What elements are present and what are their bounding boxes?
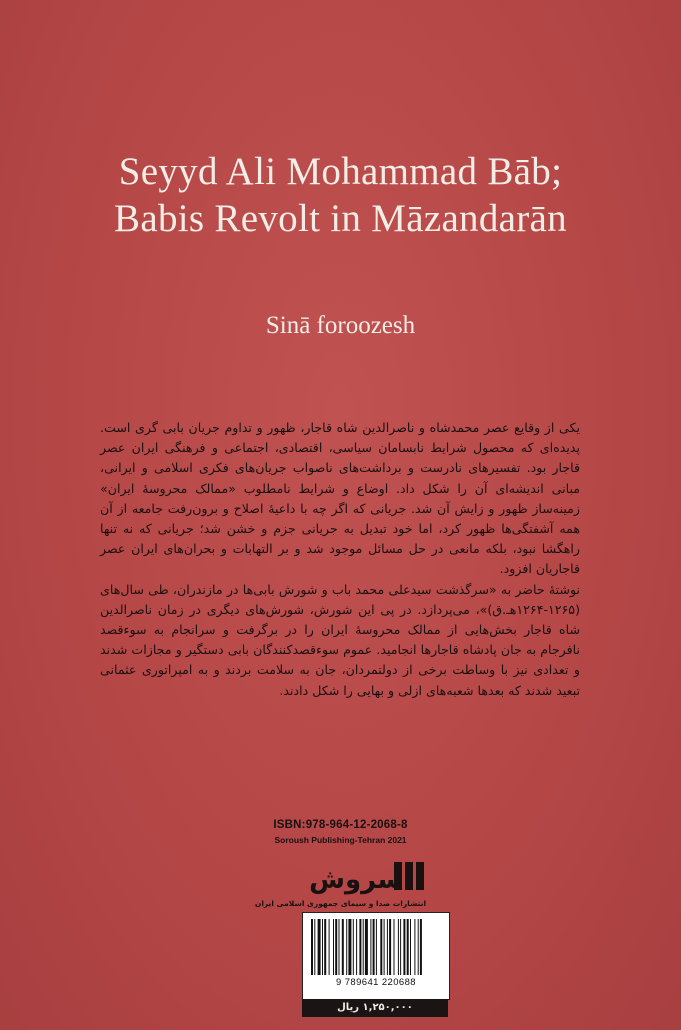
book-title-line-2: Babis Revolt in Māzandarān (114, 197, 567, 240)
back-cover-blurb (100, 418, 580, 701)
publisher-subtitle: انتشارات صدا و سیمای جمهوری اسلامی ایران (254, 899, 427, 908)
book-title (0, 148, 681, 242)
author-name: Sinā foroozesh (265, 312, 416, 339)
barcode (302, 912, 450, 1000)
barcode-bars (307, 919, 445, 977)
price-label: ۱,۲۵۰,۰۰۰ ریال (302, 999, 448, 1017)
blurb-paragraph-1: یکی از وقایع عصر محمدشاه و ناصرالدین شاه قاجار، ظهور و تداوم جریان بابی گری است. پدیده‌ای که محصول شرایط نابسامان سیاسی، اقتصادی، اجتماعی و فرهنگی ایران عصر قاجار بود. تفسیرهای نادرست و برداشت‌های ناصواب جریان‌های فکری اسلامی و ایرانی، مبانی اندیشه‌ای آن را شکل داد. اوضاع و شرایط نامطلوب «ممالک محروسهٔ ایران» زمینه‌ساز ظهور و زایش آن شد. جریانی که اگر چه با داعیهٔ اصلاح و برون‌رفت جامعه از آن همه آشفتگی‌ها ظهور کرد، اما خود تبدیل به جریانی جزم و خشن شد؛ جریانی که نه تنها راهگشا نبود، بلکه مانعی در حل مسائل موجود شد و بر التهابات و بحران‌های ایران عصر قاجاریان افزود. (100, 420, 580, 577)
publisher-logo-text: سروش (309, 865, 403, 895)
book-title-line-1: Seyyd Ali Mohammad Bāb; (118, 150, 563, 193)
blurb-paragraph-2: نوشتهٔ حاضر به «سرگذشت سیدعلی محمد باب و شورش بابی‌ها در مازندران، طی سال‌های (۱۲۶۵-۱۲۶۴هـ.ق)»، می‌پردازد. در پی این شورش، شورش‌های دیگری در زمان ناصرالدین شاه قاجار بخش‌هایی از ممالک محروسهٔ ایران را در برگرفت و سرانجام به سوءقصد نافرجام به جان پادشاه قاجارها انجامید. عموم سوءقصدکنندگان بابی دستگیر و مجازات شدند و تعدادی نیز با وساطت برخی از دولتمردان، جان به سلامت بردند و به امپراتوری عثمانی تبعید شدند که بعدها شعبه‌های ازلی و بهایی را شکل دادند. (100, 581, 580, 698)
soroush-logo (288, 858, 428, 898)
barcode-digits: 9 789641 220688 (336, 977, 416, 988)
isbn-label: ISBN:978-964-12-2068-8 (273, 819, 408, 831)
publisher-line: Soroush Publishing-Tehran 2021 (274, 835, 407, 845)
